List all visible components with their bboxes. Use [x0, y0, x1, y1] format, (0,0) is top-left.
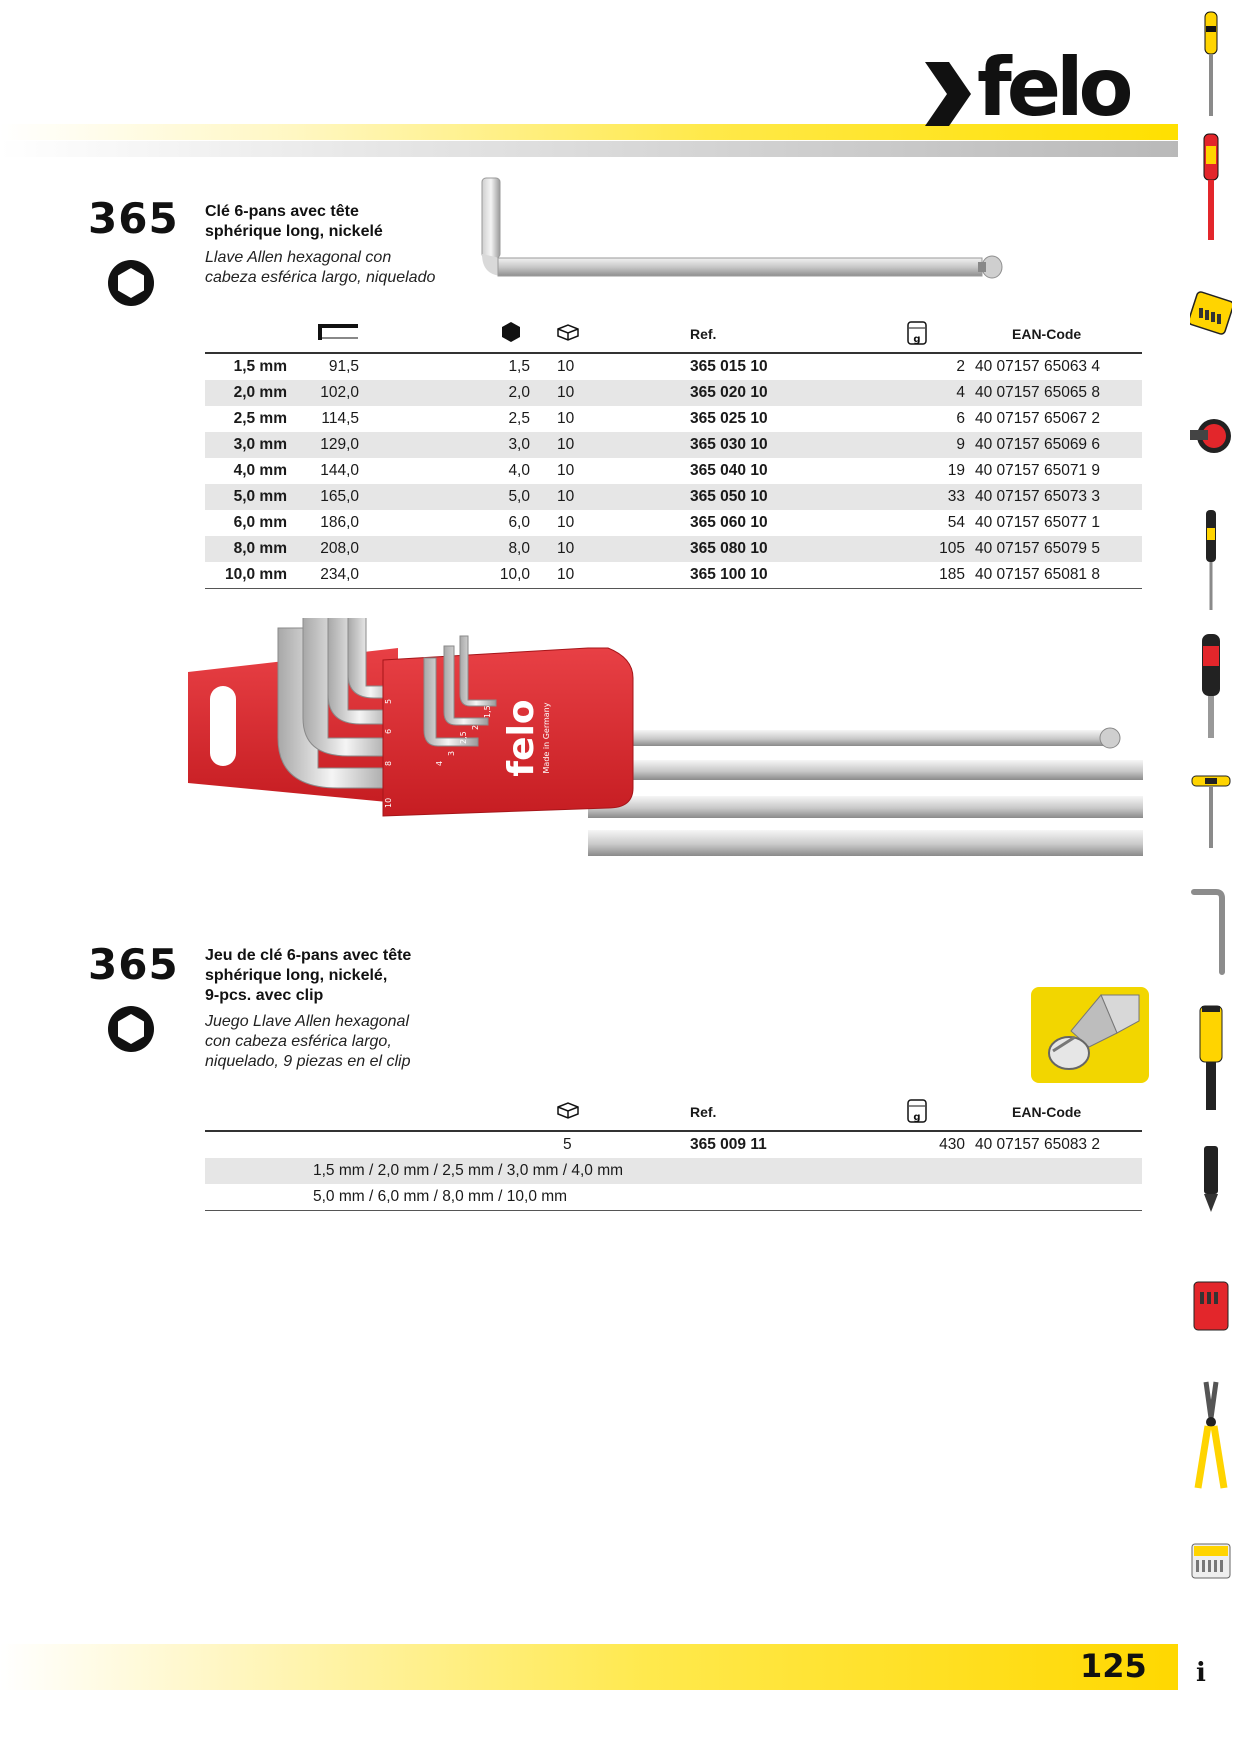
- weight-value: 54: [947, 514, 965, 531]
- set-sizes: 1,5 mm / 2,0 mm / 2,5 mm / 3,0 mm / 4,0 mm: [313, 1162, 624, 1179]
- footer-band: [0, 1644, 1178, 1690]
- packaging-box-icon: [556, 323, 580, 341]
- felo-logo-text: felo: [977, 41, 1129, 134]
- size-cell: 6,0 mm: [233, 514, 287, 531]
- holder-size-label: 2: [471, 724, 480, 730]
- ref-number: 365 040 10: [690, 462, 768, 479]
- table-header: [205, 1090, 1142, 1132]
- hex-size-cell: 4,0: [508, 462, 530, 479]
- pack-qty: 10: [557, 488, 575, 505]
- ref-number: 365 020 10: [690, 384, 768, 401]
- title-es-line: Llave Allen hexagonal con: [205, 249, 392, 266]
- length-cell: 102,0: [320, 384, 359, 401]
- size-cell: 1,5 mm: [233, 358, 287, 375]
- length-cell: 91,5: [328, 358, 359, 375]
- title-es-line: con cabeza esférica largo,: [205, 1033, 392, 1050]
- hexagon-size-icon: [501, 321, 521, 343]
- length-cell: 234,0: [320, 566, 359, 583]
- weight-value: 2: [956, 358, 965, 375]
- ean-code: 40 07157 65065 8: [975, 384, 1100, 401]
- size-cell: 5,0 mm: [233, 488, 287, 505]
- table-row: [205, 536, 1142, 562]
- hexagon-socket-icon: [107, 1005, 155, 1053]
- holder-made-in: Made in Germany: [542, 702, 551, 774]
- table-header: [205, 312, 1142, 354]
- ref-number: 365 060 10: [690, 514, 768, 531]
- table-row: [205, 562, 1142, 588]
- weight-value: 105: [939, 540, 965, 557]
- ref-number: 365 015 10: [690, 358, 768, 375]
- bit-box-icon[interactable]: [1190, 1276, 1232, 1336]
- ean-header: EAN-Code: [1012, 326, 1082, 342]
- ean-code: 40 07157 65073 3: [975, 488, 1100, 505]
- bit-holder-icon[interactable]: [1190, 1004, 1232, 1114]
- bit-set-icon[interactable]: [1190, 288, 1232, 340]
- weight-value: 4: [956, 384, 965, 401]
- product-number: 365: [88, 194, 179, 243]
- product-title: [205, 946, 411, 1072]
- title-fr-line: 9-pcs. avec clip: [205, 987, 324, 1004]
- ean-code: 40 07157 65083 2: [975, 1136, 1100, 1153]
- table-row: [205, 1158, 1142, 1184]
- pack-qty: 5: [563, 1136, 572, 1153]
- pack-qty: 10: [557, 384, 575, 401]
- length-cell: 144,0: [320, 462, 359, 479]
- hexagon-socket-icon: [107, 259, 155, 307]
- table-bottom-rule: [205, 588, 1142, 589]
- size-cell: 8,0 mm: [233, 540, 287, 557]
- hex-size-cell: 8,0: [508, 540, 530, 557]
- weight-icon: [906, 1098, 928, 1124]
- felo-logo: [925, 41, 1145, 134]
- hex-key-set-photo: [188, 618, 1143, 893]
- table-row: [205, 406, 1142, 432]
- size-cell: 10,0 mm: [224, 566, 287, 583]
- weight-value: 6: [956, 410, 965, 427]
- table-row: [205, 354, 1142, 380]
- ref-number: 365 025 10: [690, 410, 768, 427]
- size-cell: 4,0 mm: [233, 462, 287, 479]
- weight-unit: g: [913, 1112, 921, 1123]
- hex-size-cell: 5,0: [508, 488, 530, 505]
- screwdriver-bit-icon[interactable]: [1190, 1144, 1232, 1214]
- hex-key-icon[interactable]: [1190, 888, 1232, 976]
- length-cell: 186,0: [320, 514, 359, 531]
- weight-value: 9: [956, 436, 965, 453]
- insulated-screwdriver-icon[interactable]: [1190, 132, 1232, 244]
- title-es-line: niquelado, 9 piezas en el clip: [205, 1053, 411, 1070]
- hex-size-cell: 1,5: [508, 358, 530, 375]
- header-grey-band: [0, 141, 1178, 157]
- pack-qty: 10: [557, 540, 575, 557]
- ean-code: 40 07157 65081 8: [975, 566, 1100, 583]
- category-sidebar: [1180, 0, 1240, 1754]
- ean-code: 40 07157 65071 9: [975, 462, 1100, 479]
- ref-number: 365 050 10: [690, 488, 768, 505]
- table-row: [205, 484, 1142, 510]
- table-bottom-rule: [205, 1210, 1142, 1211]
- packaging-box-icon: [556, 1101, 580, 1119]
- length-cell: 129,0: [320, 436, 359, 453]
- hex-key-photo: [480, 176, 1015, 296]
- ean-code: 40 07157 65077 1: [975, 514, 1100, 531]
- ean-code: 40 07157 65067 2: [975, 410, 1100, 427]
- title-fr-line: Clé 6-pans avec tête: [205, 203, 359, 220]
- title-fr-line: sphérique long, nickelé: [205, 223, 383, 240]
- table-row: [205, 380, 1142, 406]
- holder-size-label: 5: [384, 698, 393, 704]
- holder-size-label: 3: [447, 750, 456, 756]
- multi-bit-screwdriver-icon[interactable]: [1190, 632, 1232, 742]
- title-es-line: cabeza esférica largo, niquelado: [205, 269, 436, 286]
- ref-number: 365 009 11: [690, 1136, 767, 1153]
- length-cell: 114,5: [321, 410, 359, 427]
- weight-unit: g: [913, 334, 921, 345]
- length-cell: 165,0: [320, 488, 359, 505]
- ratchet-icon[interactable]: [1190, 410, 1232, 462]
- weight-value: 430: [939, 1136, 965, 1153]
- pack-qty: 10: [557, 462, 575, 479]
- product-table: [205, 312, 1142, 590]
- length-cell: 208,0: [320, 540, 359, 557]
- pack-qty: 10: [557, 436, 575, 453]
- pack-qty: 10: [557, 358, 575, 375]
- ean-code: 40 07157 65079 5: [975, 540, 1100, 557]
- ref-header: Ref.: [690, 1104, 717, 1120]
- holder-size-label: 10: [384, 797, 393, 808]
- hex-size-cell: 2,0: [508, 384, 530, 401]
- weight-value: 19: [947, 462, 965, 479]
- title-fr-line: Jeu de clé 6-pans avec tête: [205, 947, 412, 964]
- pack-qty: 10: [557, 514, 575, 531]
- weight-value: 33: [947, 488, 965, 505]
- size-cell: 2,5 mm: [233, 410, 287, 427]
- felo-chevron-icon: [925, 60, 985, 130]
- ref-number: 365 030 10: [690, 436, 768, 453]
- holder-size-label: 8: [384, 760, 393, 766]
- holder-size-label: 1,5: [483, 705, 492, 718]
- title-es-line: Juego Llave Allen hexagonal: [205, 1013, 410, 1030]
- hex-size-cell: 2,5: [508, 410, 530, 427]
- ref-number: 365 080 10: [690, 540, 768, 557]
- product-title: [205, 202, 435, 288]
- table-row: [205, 432, 1142, 458]
- t-handle-icon[interactable]: [1190, 772, 1232, 852]
- ean-code: 40 07157 65069 6: [975, 436, 1100, 453]
- holder-size-label: 4: [435, 760, 444, 766]
- pliers-icon[interactable]: [1190, 1378, 1232, 1492]
- pack-qty: 10: [557, 566, 575, 583]
- screwdriver-icon[interactable]: [1190, 10, 1232, 120]
- size-cell: 3,0 mm: [233, 436, 287, 453]
- ball-end-detail-icon: [1031, 987, 1149, 1083]
- holder-size-label: 6: [384, 728, 393, 734]
- holder-brand: felo: [501, 699, 542, 777]
- table-row: [205, 1132, 1142, 1158]
- page-number: 125: [1080, 1647, 1147, 1685]
- table-row: [205, 1184, 1142, 1210]
- ean-code: 40 07157 65063 4: [975, 358, 1100, 375]
- hex-size-cell: 6,0: [508, 514, 530, 531]
- set-table: [205, 1090, 1142, 1210]
- table-row: [205, 458, 1142, 484]
- precision-screwdriver-icon[interactable]: [1190, 508, 1232, 614]
- ean-header: EAN-Code: [1012, 1104, 1082, 1120]
- holder-size-label: 2,5: [459, 731, 468, 744]
- pack-qty: 10: [557, 410, 575, 427]
- weight-icon: [906, 320, 928, 346]
- bit-set-case-icon[interactable]: [1190, 1538, 1232, 1584]
- ref-number: 365 100 10: [690, 566, 768, 583]
- hex-size-cell: 10,0: [499, 566, 530, 583]
- title-fr-line: sphérique long, nickelé,: [205, 967, 388, 984]
- set-sizes: 5,0 mm / 6,0 mm / 8,0 mm / 10,0 mm: [313, 1188, 568, 1205]
- product-number: 365: [88, 940, 179, 989]
- table-row: [205, 510, 1142, 536]
- info-section-marker: i: [1196, 1658, 1206, 1688]
- size-cell: 2,0 mm: [233, 384, 287, 401]
- weight-value: 185: [939, 566, 965, 583]
- ref-header: Ref.: [690, 326, 717, 342]
- length-icon: [317, 320, 359, 342]
- hex-size-cell: 3,0: [508, 436, 530, 453]
